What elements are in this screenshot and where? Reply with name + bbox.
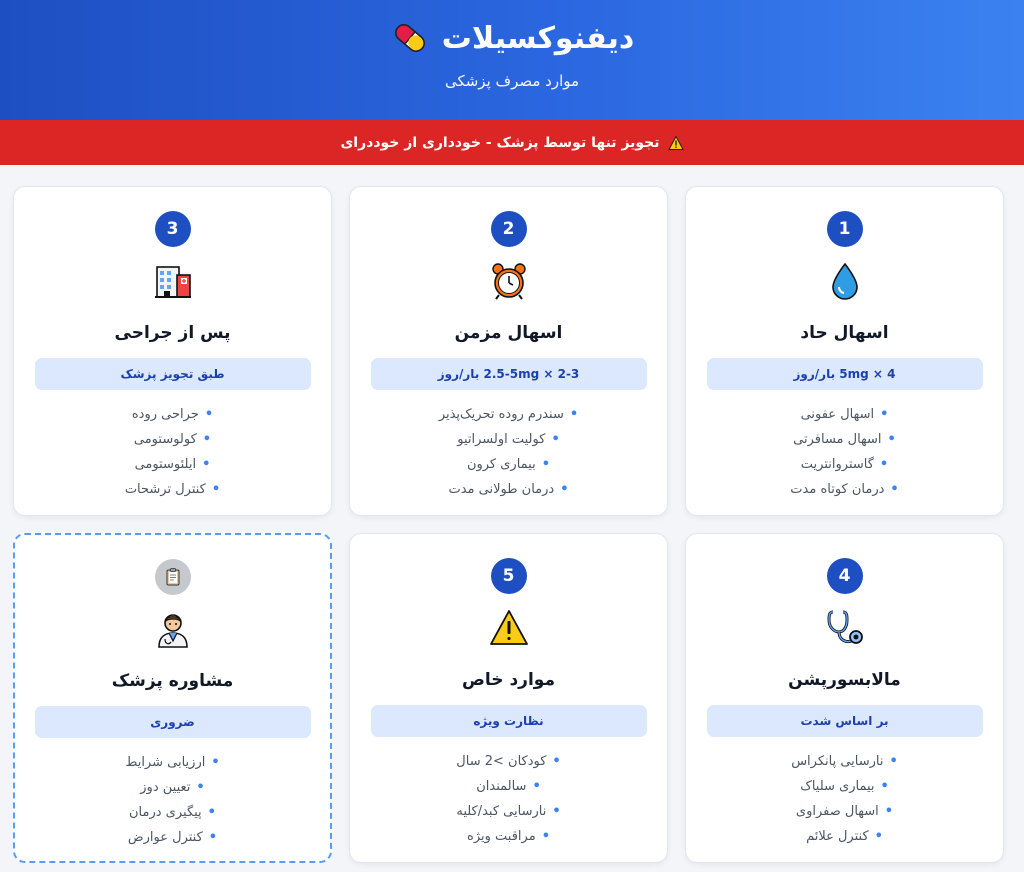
warning-icon xyxy=(668,135,684,151)
card-doctor-consultation xyxy=(13,533,332,863)
card-chronic-diarrhea xyxy=(349,186,668,516)
card-acute-diarrhea xyxy=(685,186,1004,516)
alarm-clock-icon xyxy=(489,261,529,301)
list-item: •درمان کوتاه مدت xyxy=(790,482,899,497)
card-number-badge: 3 xyxy=(155,211,191,247)
list-item: •کولوستومی xyxy=(133,432,212,447)
list-item: •پیگیری درمان xyxy=(129,805,216,820)
dosage-pill: طبق تجویز پزشک xyxy=(35,358,311,390)
list-item: •بیماری کرون xyxy=(466,457,551,472)
list-item: •اسهال صفراوی xyxy=(795,804,894,819)
card-number-badge: 5 xyxy=(491,558,527,594)
card-malabsorption xyxy=(685,533,1004,863)
card-number-badge: 1 xyxy=(827,211,863,247)
card-title: اسهال مزمن xyxy=(454,323,563,343)
page-title: دیفنوکسیلات xyxy=(441,20,635,56)
card-special-cases xyxy=(349,533,668,863)
page-header xyxy=(0,0,1024,120)
card-number-badge: 2 xyxy=(491,211,527,247)
card-number-badge: 4 xyxy=(827,558,863,594)
card-title: مالابسورپشن xyxy=(788,670,901,690)
dosage-pill: نظارت ویژه xyxy=(371,705,647,737)
list-item: •کنترل ترشحات xyxy=(124,482,221,497)
list-item: •کودکان >2 سال xyxy=(456,754,561,769)
indication-list xyxy=(790,402,898,502)
list-item: •جراحی روده xyxy=(131,407,214,422)
title-row xyxy=(0,18,1024,58)
dosage-pill: 4 × 5mg بار/روز xyxy=(707,358,983,390)
warning-text: تجویز تنها توسط پزشک - خودداری از خوددرای xyxy=(340,134,660,151)
indication-list xyxy=(456,749,560,849)
list-item: •نارسایی کبد/کلیه xyxy=(456,804,561,819)
list-item: •کنترل عوارض xyxy=(127,830,218,845)
doctor-icon xyxy=(153,609,193,649)
card-title: مشاوره پزشک xyxy=(111,671,234,691)
list-item: •درمان طولانی مدت xyxy=(448,482,569,497)
dosage-pill: ضروری xyxy=(35,706,311,738)
list-item: •بیماری سلیاک xyxy=(800,779,889,794)
indication-list xyxy=(125,402,220,502)
warning-sign-icon xyxy=(489,608,529,648)
list-item: •گاستروانتریت xyxy=(800,457,889,472)
warning-banner xyxy=(0,120,1024,165)
indication-list xyxy=(439,402,578,502)
dosage-pill: بر اساس شدت xyxy=(707,705,983,737)
page-subtitle: موارد مصرف پزشکی xyxy=(444,72,580,90)
card-title: موارد خاص xyxy=(462,670,555,690)
card-clipboard-badge xyxy=(155,559,191,595)
hospital-icon xyxy=(153,261,193,301)
pill-icon xyxy=(390,18,430,58)
list-item: •تعیین دوز xyxy=(140,780,205,795)
indication-list xyxy=(125,750,219,850)
list-item: •کنترل علائم xyxy=(806,829,883,844)
list-item: •سالمندان xyxy=(476,779,541,794)
list-item: •سندرم روده تحریک‌پذیر xyxy=(438,407,579,422)
stethoscope-icon xyxy=(825,608,865,648)
clipboard-icon xyxy=(163,567,183,587)
list-item: •اسهال عفونی xyxy=(800,407,889,422)
list-item: •کولیت اولسراتیو xyxy=(457,432,560,447)
card-title: پس از جراحی xyxy=(114,323,231,343)
list-item: •اسهال مسافرتی xyxy=(793,432,896,447)
list-item: •ایلئوستومی xyxy=(134,457,211,472)
list-item: •مراقبت ویژه xyxy=(467,829,550,844)
indication-list xyxy=(791,749,898,849)
droplet-icon xyxy=(825,261,865,301)
card-title: اسهال حاد xyxy=(800,323,889,343)
card-post-surgery xyxy=(13,186,332,516)
indications-grid xyxy=(0,165,1024,863)
dosage-pill: 2-3 × 2.5-5mg بار/روز xyxy=(371,358,647,390)
list-item: •نارسایی پانکراس xyxy=(791,754,898,769)
list-item: •ارزیابی شرایط xyxy=(125,755,220,770)
